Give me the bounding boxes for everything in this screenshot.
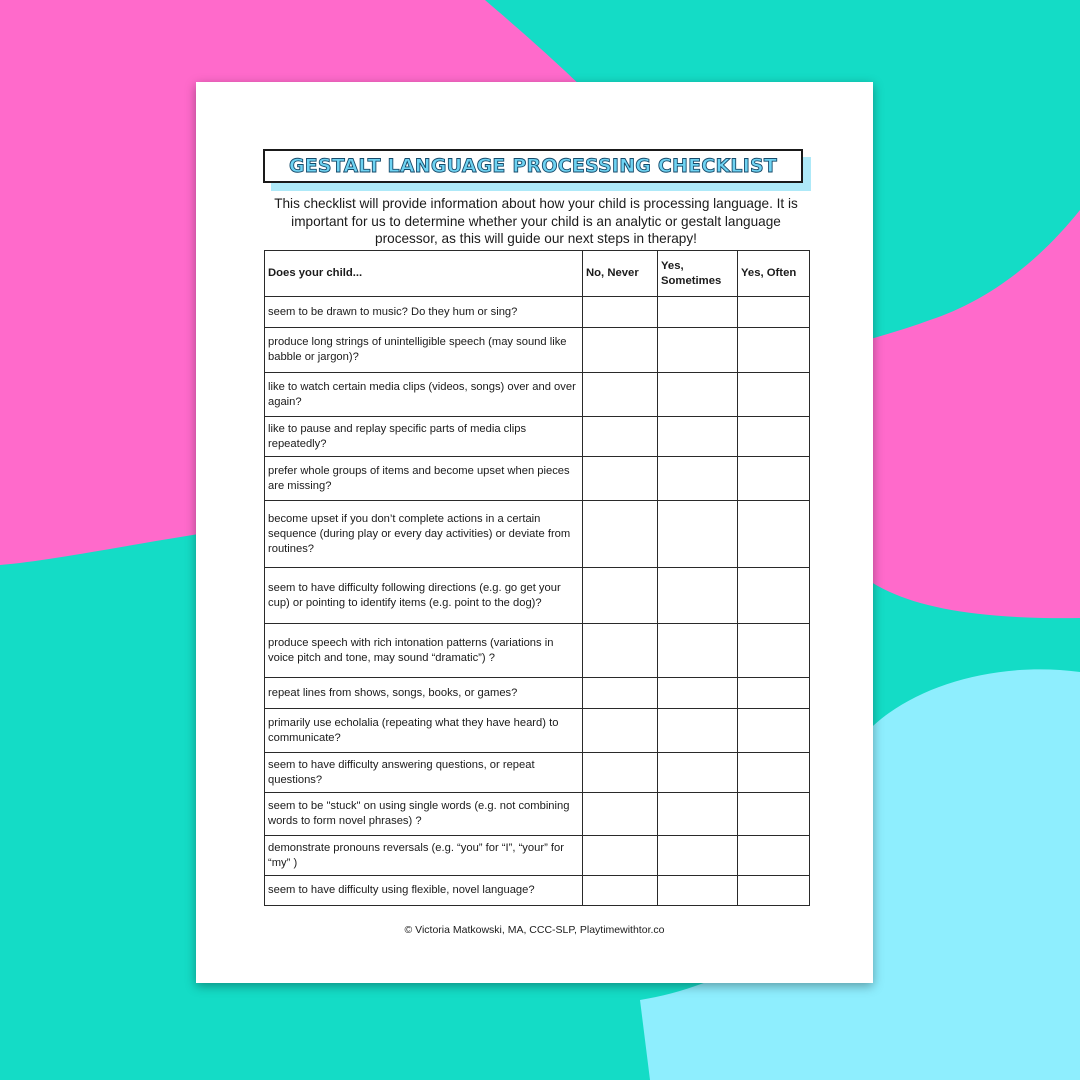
table-row [265,793,810,836]
answer-cell-yes-often[interactable] [738,876,810,906]
answer-cell-no-never[interactable] [583,417,658,457]
title-box [263,149,803,183]
answer-cell-yes-sometimes[interactable] [658,836,738,876]
answer-cell-yes-sometimes[interactable] [658,624,738,678]
answer-cell-yes-often[interactable] [738,568,810,624]
answer-cell-no-never[interactable] [583,678,658,709]
answer-cell-no-never[interactable] [583,709,658,753]
table-header-row [265,251,810,297]
question-cell: like to pause and replay specific parts of media clips repeatedly? [265,417,583,457]
answer-cell-yes-sometimes[interactable] [658,876,738,906]
answer-cell-yes-sometimes[interactable] [658,457,738,501]
question-cell: repeat lines from shows, songs, books, or games? [265,678,583,709]
table-row [265,624,810,678]
answer-cell-no-never[interactable] [583,793,658,836]
question-cell: seem to have difficulty using flexible, novel language? [265,876,583,906]
checklist-table [264,250,810,906]
page-title: GESTALT LANGUAGE PROCESSING CHECKLIST [288,155,778,177]
header-no-never: No, Never [583,251,658,297]
copyright-footer: © Victoria Matkowski, MA, CCC-SLP, Playtimewithtor.co [404,924,665,936]
question-cell: prefer whole groups of items and become upset when pieces are missing? [265,457,583,501]
answer-cell-no-never[interactable] [583,328,658,373]
question-cell: produce long strings of unintelligible speech (may sound like babble or jargon)? [265,328,583,373]
answer-cell-yes-sometimes[interactable] [658,501,738,568]
answer-cell-yes-sometimes[interactable] [658,373,738,417]
answer-cell-yes-sometimes[interactable] [658,297,738,328]
table-row [265,568,810,624]
answer-cell-yes-sometimes[interactable] [658,568,738,624]
table-row [265,457,810,501]
answer-cell-no-never[interactable] [583,501,658,568]
answer-cell-yes-often[interactable] [738,709,810,753]
table-row [265,501,810,568]
answer-cell-yes-sometimes[interactable] [658,793,738,836]
question-cell: seem to have difficulty answering questions, or repeat questions? [265,753,583,793]
question-cell: seem to have difficulty following directions (e.g. go get your cup) or pointing to identify items (e.g. point to the dog)? [265,568,583,624]
answer-cell-yes-sometimes[interactable] [658,417,738,457]
answer-cell-yes-often[interactable] [738,678,810,709]
table-row [265,836,810,876]
answer-cell-yes-often[interactable] [738,297,810,328]
table-row [265,709,810,753]
answer-cell-no-never[interactable] [583,753,658,793]
table-row [265,753,810,793]
question-cell: primarily use echolalia (repeating what they have heard) to communicate? [265,709,583,753]
answer-cell-yes-often[interactable] [738,836,810,876]
answer-cell-yes-often[interactable] [738,373,810,417]
question-cell: like to watch certain media clips (videos, songs) over and over again? [265,373,583,417]
header-yes-often: Yes, Often [738,251,810,297]
answer-cell-yes-often[interactable] [738,501,810,568]
table-row [265,417,810,457]
answer-cell-no-never[interactable] [583,297,658,328]
intro-paragraph: This checklist will provide information about how your child is processing language. It is important for us to determine whether your child is an analytic or gestalt language processor, as this will guide our next steps in therapy! [274,196,798,246]
answer-cell-no-never[interactable] [583,876,658,906]
checklist-page [196,82,873,983]
question-cell: seem to be drawn to music? Do they hum or sing? [265,297,583,328]
answer-cell-yes-often[interactable] [738,624,810,678]
question-cell: produce speech with rich intonation patterns (variations in voice pitch and tone, may sound “dramatic”) ? [265,624,583,678]
table-row [265,678,810,709]
title-banner [263,149,807,186]
question-cell: seem to be "stuck" on using single words (e.g. not combining words to form novel phrases) ? [265,793,583,836]
answer-cell-yes-often[interactable] [738,328,810,373]
answer-cell-yes-sometimes[interactable] [658,709,738,753]
answer-cell-no-never[interactable] [583,836,658,876]
answer-cell-no-never[interactable] [583,373,658,417]
answer-cell-yes-often[interactable] [738,457,810,501]
table-row [265,876,810,906]
header-question: Does your child... [265,251,583,297]
answer-cell-yes-sometimes[interactable] [658,753,738,793]
header-yes-sometimes: Yes, Sometimes [658,251,738,297]
answer-cell-no-never[interactable] [583,457,658,501]
question-cell: become upset if you don’t complete actions in a certain sequence (during play or every day activities) or deviate from routines? [265,501,583,568]
answer-cell-no-never[interactable] [583,624,658,678]
answer-cell-yes-often[interactable] [738,753,810,793]
answer-cell-yes-sometimes[interactable] [658,328,738,373]
answer-cell-no-never[interactable] [583,568,658,624]
answer-cell-yes-often[interactable] [738,793,810,836]
table-row [265,297,810,328]
question-cell: demonstrate pronouns reversals (e.g. “you” for “I”, “your” for “my” ) [265,836,583,876]
answer-cell-yes-often[interactable] [738,417,810,457]
table-row [265,328,810,373]
answer-cell-yes-sometimes[interactable] [658,678,738,709]
table-row [265,373,810,417]
